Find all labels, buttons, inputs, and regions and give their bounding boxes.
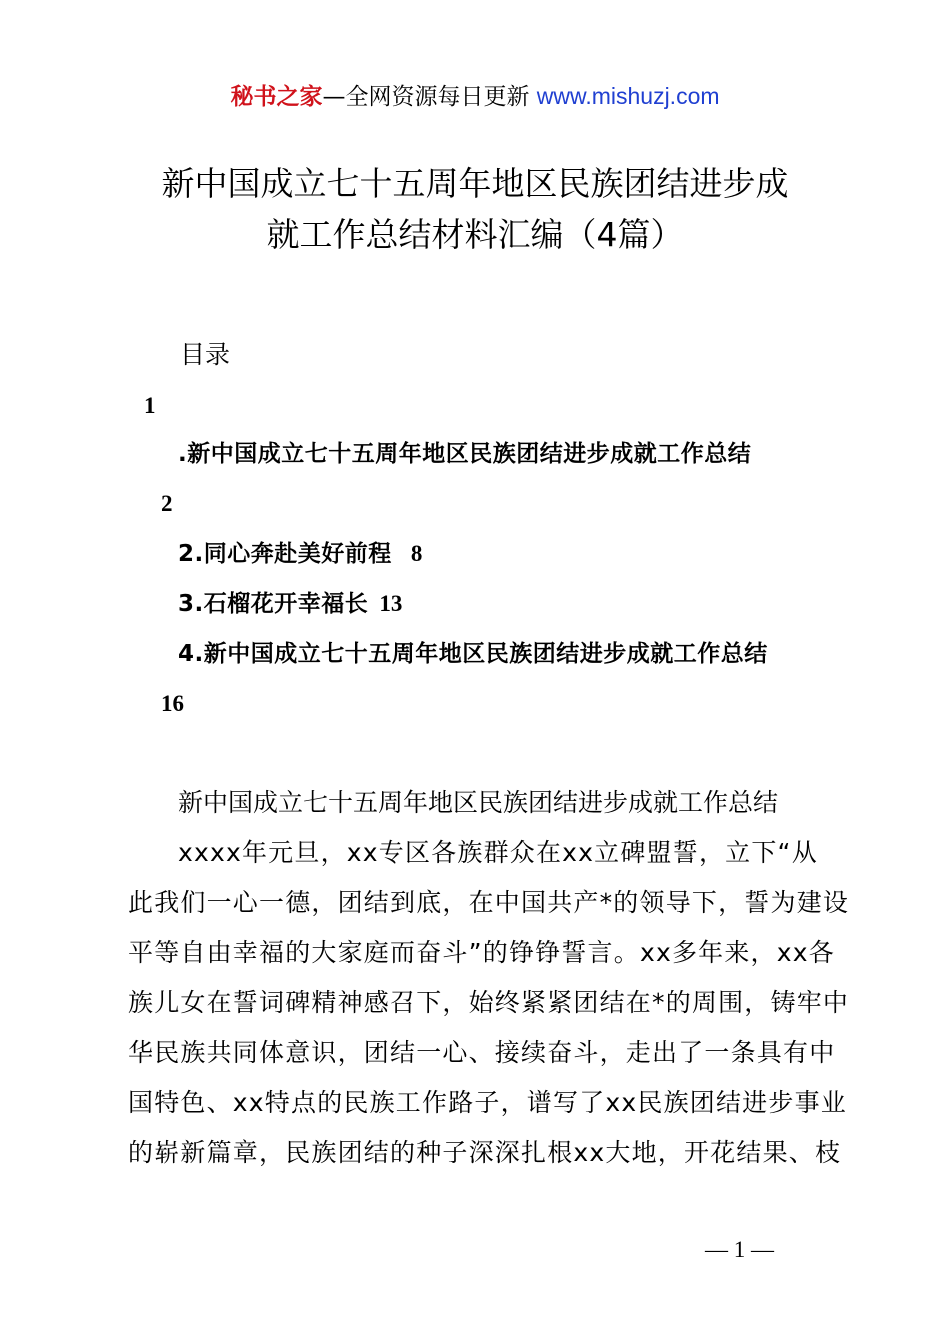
toc-item-2-title: 2.同心奔赴美好前程: [178, 541, 392, 567]
body-line-1: xxxx年元旦，xx专区各族群众在xx立碑盟誓，立下“从: [178, 838, 818, 867]
document-title-line-1: 新中国成立七十五周年地区民族团结进步成: [161, 164, 789, 203]
article-title: 新中国成立七十五周年地区民族团结进步成就工作总结: [178, 788, 779, 817]
toc-item-1-page: 2: [161, 491, 173, 516]
toc-item-3[interactable]: [178, 588, 402, 620]
body-line-3: 平等自由幸福的大家庭而奋斗”的铮铮誓言。xx多年来，xx各: [128, 938, 835, 967]
site-url-link[interactable]: www.mishuzj.com: [536, 83, 720, 109]
document-title-line-2: 就工作总结材料汇编（4篇）: [266, 215, 684, 254]
header-slogan: —全网资源每日更新: [322, 84, 537, 110]
body-line-7: 的崭新篇章，民族团结的种子深深扎根xx大地，开花结果、枝: [128, 1138, 842, 1167]
toc-item-3-page: 13: [379, 591, 403, 616]
toc-item-2[interactable]: [178, 538, 422, 570]
toc-item-4-link[interactable]: 4.新中国成立七十五周年地区民族团结进步成就工作总结: [178, 641, 768, 667]
body-line-4: 族儿女在誓词碑精神感召下，始终紧紧团结在*的周围，铸牢中: [128, 988, 850, 1017]
toc-item-4-page: 16: [161, 691, 184, 716]
body-line-5: 华民族共同体意识，团结一心、接续奋斗，走出了一条具有中: [128, 1038, 836, 1067]
brand-name: 秘书之家: [230, 84, 323, 110]
toc-item-1-link[interactable]: .新中国成立七十五周年地区民族团结进步成就工作总结: [178, 441, 752, 467]
body-line-6: 国特色、xx特点的民族工作路子，谱写了xx民族团结进步事业: [128, 1088, 847, 1117]
toc-item-1-number: 1: [144, 393, 156, 418]
site-header: [0, 80, 950, 113]
toc-heading: 目录: [180, 340, 231, 369]
body-line-2: 此我们一心一德，团结到底，在中国共产*的领导下，誓为建设: [128, 888, 850, 917]
page-number: — 1 —: [705, 1237, 774, 1262]
toc-item-2-page: 8: [410, 541, 423, 566]
toc-item-3-title: 3.石榴花开幸福长: [178, 591, 369, 617]
